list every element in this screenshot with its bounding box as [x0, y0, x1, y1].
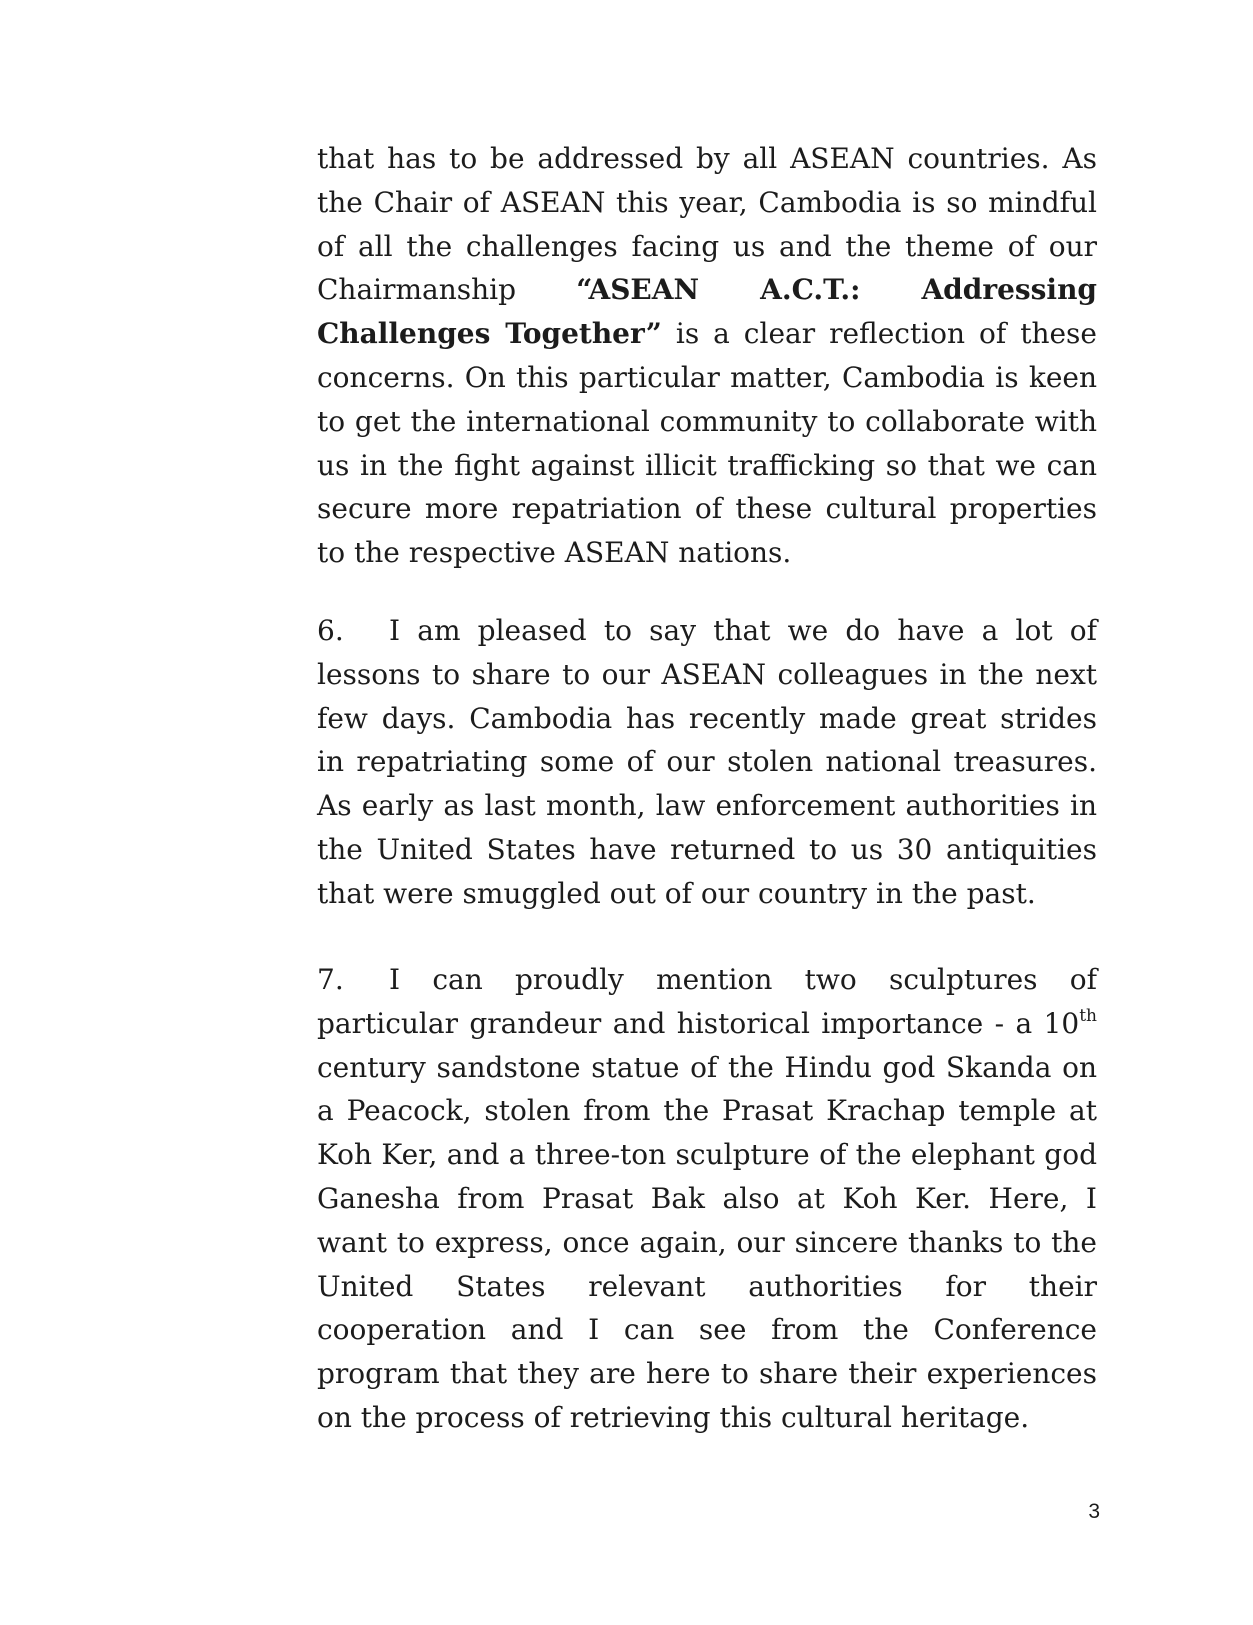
- paragraph-5-continued: [317, 137, 1097, 575]
- paragraph-text: is a clear reflection of these concerns. On this particular matter, Cambodia is keen to get the international community to collaborate with us in the fight against illicit trafficking so that we can secure more repatriation of these cultural properties to the respective ASEAN nations.: [317, 317, 1097, 570]
- chairmanship-theme: “ASEAN A.C.T.: Addressing Challenges Together”: [317, 273, 1097, 351]
- ordinal-suffix: th: [1079, 1005, 1097, 1026]
- paragraph-7: [317, 958, 1097, 1440]
- page-number: 3: [1088, 1500, 1100, 1523]
- paragraph-number: 7.: [317, 963, 344, 996]
- paragraph-text: century sandstone statue of the Hindu god Skanda on a Peacock, stolen from the Prasat Krachap temple at Koh Ker, and a three-ton sculpture of the elephant god Ganesha from Prasat Bak also at Koh Ker. Here, I want to express, once again, our sincere thanks to the United States relevant authorities for their cooperation and I can see from the Conference program that they are here to share their experiences on the process of retrieving this cultural heritage.: [317, 1050, 1097, 1434]
- paragraph-text: that has to be addressed by all ASEAN countries. As the Chair of ASEAN this year, Cambodia is so mindful of all the challenges facing us and the theme of our Chairmanship: [317, 142, 1097, 307]
- paragraph-6: [317, 609, 1097, 916]
- paragraph-text: I am pleased to say that we do have a lot of lessons to share to our ASEAN colleagues in the next few days. Cambodia has recently made great strides in repatriating some of our stolen national treasures. As early as last month, law enforcement authorities in the United States have returned to us 30 antiquities that were smuggled out of our country in the past.: [317, 614, 1097, 910]
- paragraph-text: I can proudly mention two sculptures of particular grandeur and historical importance - a 10: [317, 963, 1097, 1040]
- paragraph-number: 6.: [317, 614, 344, 647]
